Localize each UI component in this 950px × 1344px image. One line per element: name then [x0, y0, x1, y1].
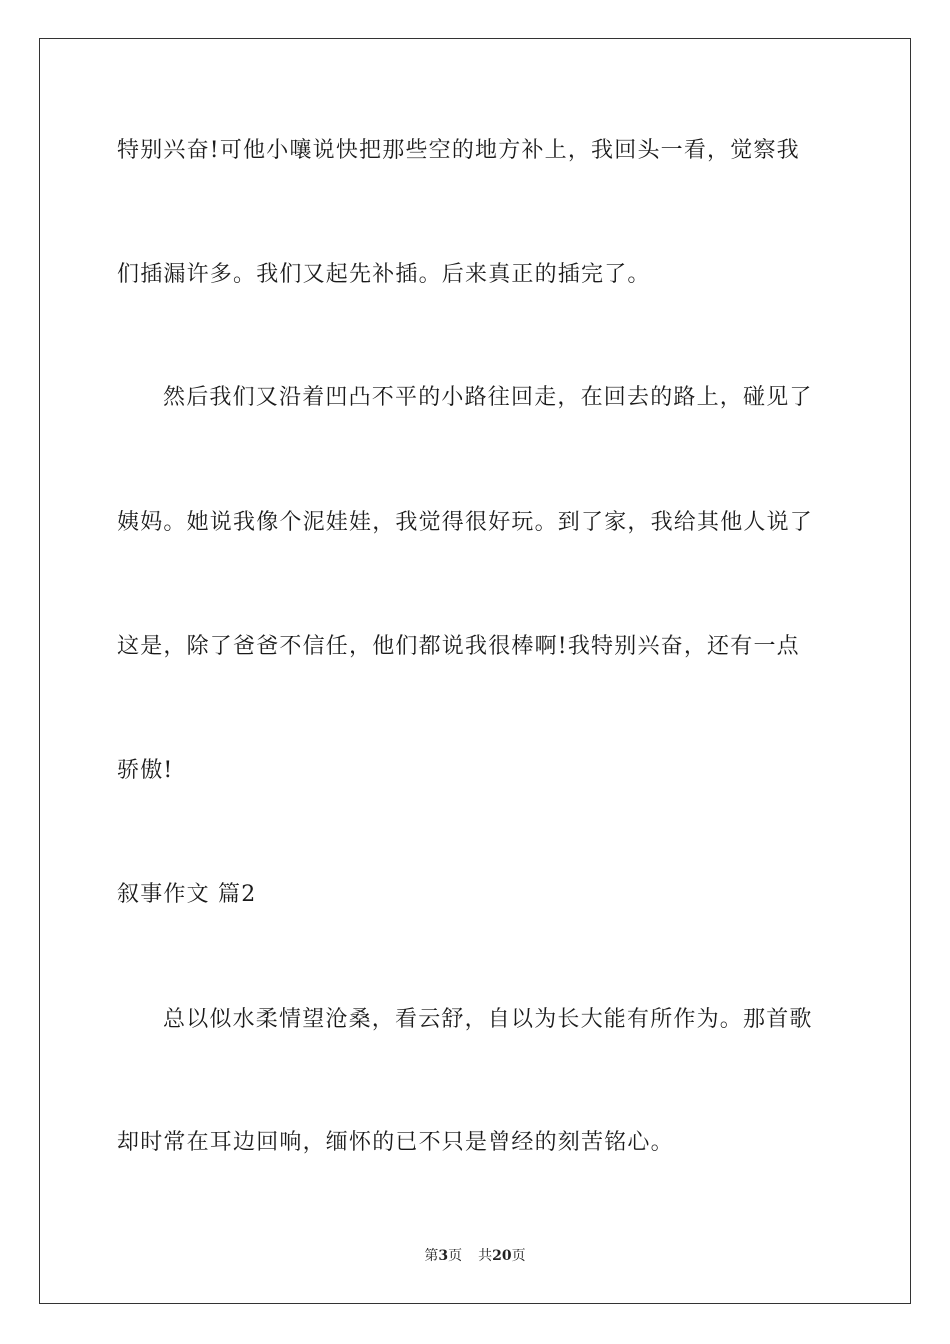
- paragraph-line: 们插漏许多。我们又起先补插。后来真正的插完了。: [117, 262, 651, 287]
- page-border: [39, 38, 911, 1304]
- total-suffix: 页: [511, 1248, 526, 1264]
- paragraph-line: 骄傲!: [117, 758, 174, 783]
- paragraph-line: 这是，除了爸爸不信任，他们都说我很棒啊!我特别兴奋，还有一点: [117, 634, 800, 659]
- page-suffix: 页: [448, 1248, 463, 1264]
- paragraph-line: 总以似水柔情望沧桑，看云舒，自以为长大能有所作为。那首歌: [163, 1007, 813, 1032]
- total-pages: 20: [492, 1248, 512, 1264]
- page-prefix: 第: [424, 1248, 439, 1264]
- paragraph-line: 姨妈。她说我像个泥娃娃，我觉得很好玩。到了家，我给其他人说了: [117, 510, 814, 535]
- paragraph-line: 却时常在耳边回响，缅怀的已不只是曾经的刻苦铭心。: [117, 1130, 674, 1155]
- page-number: 3: [438, 1248, 449, 1264]
- total-prefix: 共: [478, 1248, 493, 1264]
- paragraph-line: 特别兴奋!可他小嚷说快把那些空的地方补上，我回头一看，觉察我: [117, 138, 800, 163]
- section-heading: 叙事作文 篇2: [117, 882, 257, 907]
- page-footer: [0, 1246, 950, 1266]
- paragraph-line: 然后我们又沿着凹凸不平的小路往回走，在回去的路上，碰见了: [163, 385, 813, 410]
